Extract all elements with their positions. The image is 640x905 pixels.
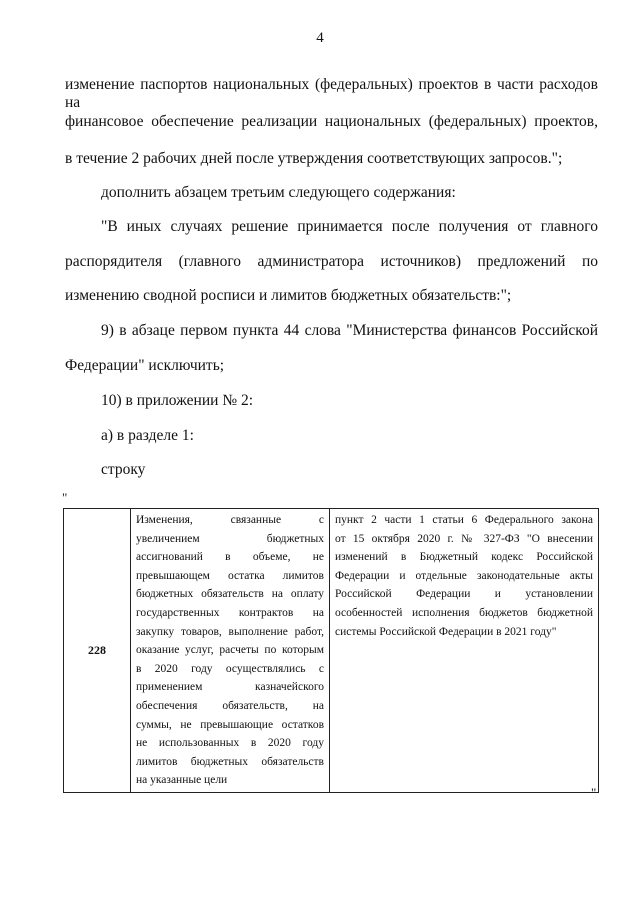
description-line: Изменения, связанные с <box>136 514 324 526</box>
description-line: в 2020 году осуществлялись с <box>136 662 324 675</box>
description-line: на указанные цели <box>136 774 228 787</box>
paragraph-line: "В иных случаях решение принимается после получения от главного <box>101 218 598 235</box>
paragraph-line: 9) в абзаце первом пункта 44 слова "Министерства финансов Российской <box>101 322 598 339</box>
description-line: обеспечения обязательств, на <box>136 699 324 712</box>
description-line: государственных контрактов на <box>136 606 324 619</box>
description-line: бюджетных обязательств на оплату <box>136 588 324 601</box>
description-line: применением казначейского <box>136 681 324 694</box>
paragraph-line: изменению сводной росписи и лимитов бюджетных обязательств:"; <box>65 287 512 304</box>
legal-basis-line: особенностей исполнения бюджетов бюджетной <box>335 606 593 619</box>
legal-basis-line: от 15 октября 2020 г. № 327-ФЗ "О внесении <box>335 532 593 545</box>
table-row <box>64 509 599 793</box>
amendment-table <box>63 508 599 793</box>
paragraph-line: Федерации" исключить; <box>65 357 225 374</box>
paragraph-line: 10) в приложении № 2: <box>101 392 254 409</box>
paragraph-line: изменение паспортов национальных (федеральных) проектов в части расходов на <box>65 76 598 111</box>
paragraph-line: распорядителя (главного администратора источников) предложений по <box>65 253 598 270</box>
legal-basis-line: Федерации и отдельные законодательные акты <box>335 569 593 582</box>
description-line: оказание услуг, расчеты по которым <box>136 644 324 657</box>
page-number: 4 <box>316 30 324 46</box>
paragraph-line: в течение 2 рабочих дней после утверждения соответствующих запросов."; <box>65 150 563 167</box>
description-line: лимитов бюджетных обязательств <box>136 755 324 768</box>
paragraph-line: дополнить абзацем третьим следующего содержания: <box>101 184 456 201</box>
legal-basis-line: пункт 2 части 1 статьи 6 Федерального закона <box>335 514 593 526</box>
legal-basis-line: системы Российской Федерации в 2021 году" <box>335 625 557 638</box>
paragraph-line: финансовое обеспечение реализации национальных (федеральных) проектов, <box>65 113 598 130</box>
description-line: увеличением бюджетных <box>136 532 324 545</box>
paragraph-line: строку <box>101 461 146 478</box>
legal-basis-cell <box>330 509 599 793</box>
paragraph-line: а) в разделе 1: <box>101 427 194 444</box>
description-line: не использованных в 2020 году <box>136 737 324 750</box>
description-line: ассигнований в объеме, не <box>136 551 324 564</box>
legal-basis-line: Российской Федерации и установлении <box>335 588 593 601</box>
description-line: закупку товаров, выполнение работ, <box>136 625 324 638</box>
description-line: превышающем остатка лимитов <box>136 569 324 582</box>
legal-basis-line: изменений в Бюджетный кодекс Российской <box>335 551 593 564</box>
quote-close: " <box>591 785 597 800</box>
description-line: суммы, не превышающие остатков <box>136 718 324 731</box>
description-cell <box>131 509 330 793</box>
quote-open: " <box>62 490 68 505</box>
row-number: 228 <box>64 509 131 793</box>
